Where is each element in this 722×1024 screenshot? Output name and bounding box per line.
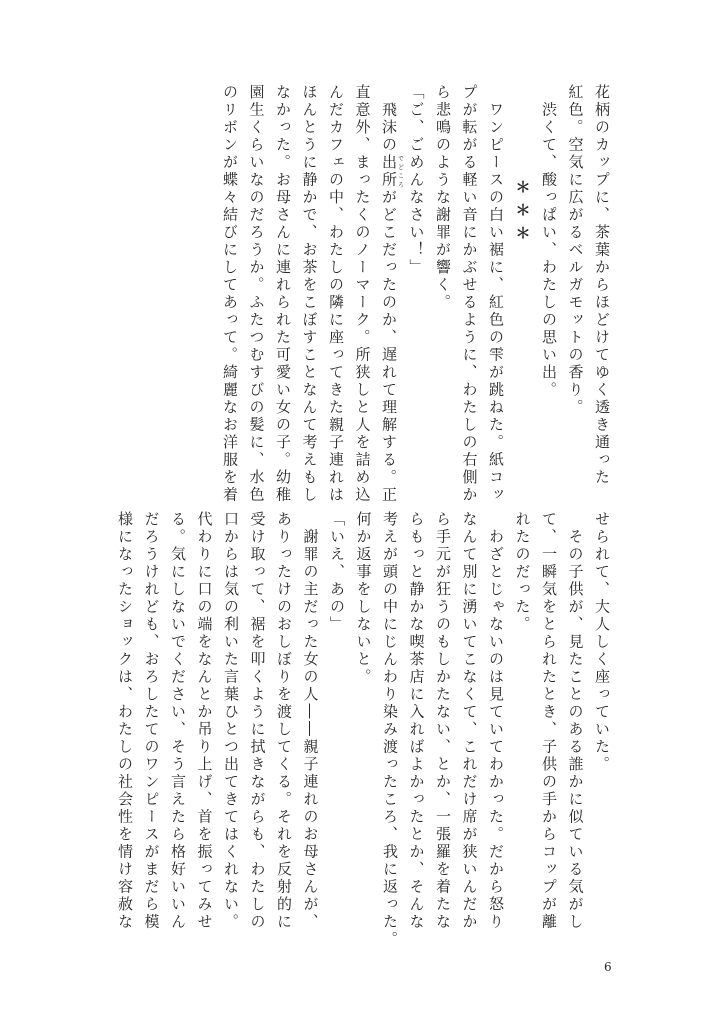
text-line: んだカフェの中、わたしの隣に座ってきた親子連れは (327, 84, 345, 504)
scene-break: ＊＊＊ (513, 179, 532, 248)
text-line: なんて別に湧いてこなくて、これだけ席が狭いんだか (460, 511, 479, 931)
text-line: て、一瞬気をとられたとき、子供の手からコップが離 (540, 511, 558, 931)
text-line: 「ご、ごめんなさい！」 (407, 84, 426, 277)
text-line: 代わりに口の端をなんとか吊り上げ、首を振ってみせ (195, 511, 214, 931)
text-line: だろうけれども、おろしたてのワンピースがまだら模 (142, 511, 161, 931)
text-line: 様になったショックは、わたしの社会性を情け容赦な (116, 511, 134, 931)
text-line: 紅色。空気に広がるベルガモットの香り。 (566, 84, 585, 417)
text-line: 花柄のカップに、茶葉からほどけてゆく透き通った (593, 84, 611, 487)
text-segment: がどこだったのか、遅れて理解する。正 (380, 189, 398, 504)
ruby-base: 出所 (380, 154, 398, 189)
text-block-top (111, 84, 615, 504)
text-line: 考えが頭の中にじんわり染み渡ったころ、我に返った。 (381, 511, 399, 949)
text-line: せられて、大人しく座っていた。 (593, 511, 611, 774)
text-line: ら悲鳴のような謝罪が響く。 (434, 84, 452, 312)
text-line: のリボンが蝶々結びにしてあって。綺麗なお洋服を着 (221, 84, 239, 504)
text-line-with-ruby (376, 84, 404, 504)
text-line: る。気にしないでください、そう言えたら格好いいん (169, 511, 187, 931)
page-number: 6 (604, 960, 612, 974)
text-line: ありったけのおしぼりを渡してくる。それを反射的に (275, 511, 293, 931)
text-line: ら手元が狂うのもしかたない、とか、一張羅を着たな (434, 511, 452, 931)
text-line: ほんとうに静かで、お茶をこぼすことなんて考えもし (300, 84, 319, 504)
text-segment: 飛沫の (380, 84, 398, 154)
text-line: ワンピースの白い裾に、紅色の雫が跳ねた。紙コッ (487, 84, 505, 504)
text-line: 謝罪の主だった女の人――親子連れのお母さんが、 (301, 511, 320, 931)
ruby-word (380, 154, 404, 189)
text-line: なかった。お母さんに連れられた可愛い女の子。幼稚 (274, 84, 292, 504)
ruby-reading: でどころ (396, 154, 404, 189)
text-line: 何か返事をしないと。 (354, 511, 373, 686)
text-line: 口からは気の利いた言葉ひとつ出てきてはくれない。 (222, 511, 240, 931)
text-block-bottom (111, 511, 615, 949)
text-line: プが転がる軽い音にかぶせるように、わたしの右側か (460, 84, 479, 504)
text-line: 直意外、まったくのノーマーク。所狭しと人を詰め込 (353, 84, 372, 504)
text-line: その子供が、見たことのある誰かに似ている気がし (566, 511, 585, 931)
text-line: 園生くらいなのだろうか。ふたつむすびの髪に、水色 (247, 84, 266, 504)
text-line: 受け取って、裾を叩くように拭きながらも、わたしの (248, 511, 267, 931)
text-line: わざとじゃないのは見ていてわかった。だから怒り (487, 511, 505, 931)
text-line: 渋くて、酸っぱい、わたしの思い出。 (540, 84, 558, 399)
text-line: れたのだった。 (513, 511, 532, 634)
text-line: 「いえ、あの」 (328, 511, 346, 634)
text-line: らもっと静かな喫茶店に入ればよかったとか、そんな (407, 511, 426, 931)
